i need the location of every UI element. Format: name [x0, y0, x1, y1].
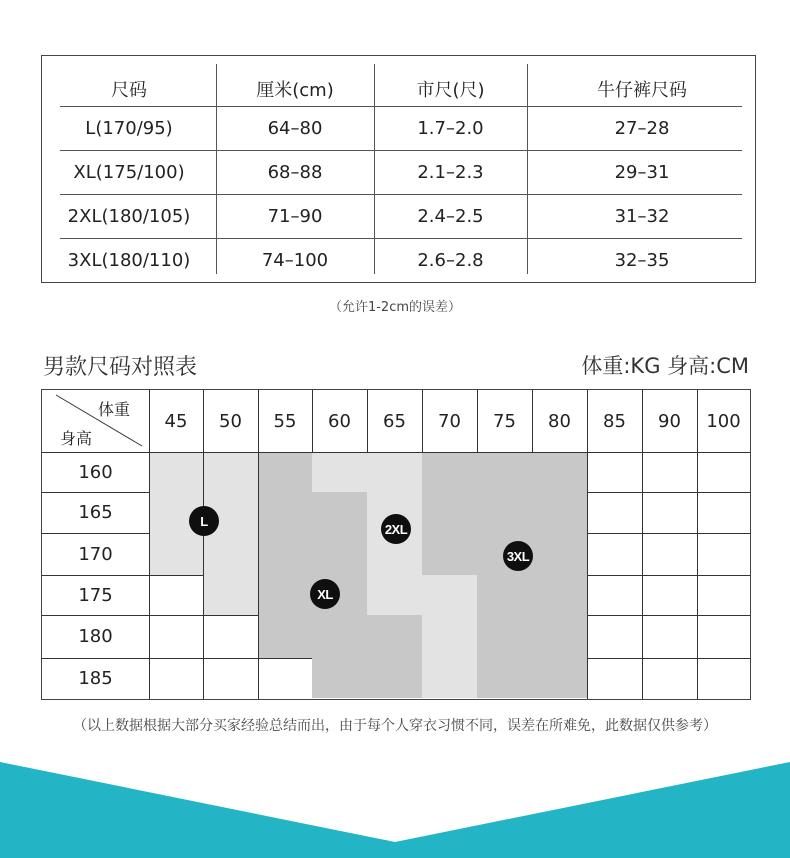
cell-cm: 74–100 [261, 249, 329, 271]
grid-hline [42, 492, 149, 493]
cell-size: 2XL(180/105) [67, 205, 191, 227]
weight-header: 45 [164, 410, 188, 432]
chart-title: 男款尺码对照表 [43, 355, 198, 380]
height-label: 175 [78, 584, 113, 606]
weight-header: 55 [273, 410, 297, 432]
grid-hline [42, 615, 258, 616]
grid-hline [42, 533, 149, 534]
header-cm: 厘米(cm) [256, 80, 334, 101]
cell-cm: 71–90 [267, 205, 323, 227]
cell-chi: 1.7–2.0 [417, 117, 484, 139]
grid-hline [42, 452, 751, 453]
grid-hline [587, 533, 751, 534]
grid-vline [203, 390, 204, 700]
size-table [41, 55, 756, 283]
grid-hline [149, 575, 203, 576]
cell-jeans: 29–31 [614, 161, 670, 183]
cell-chi: 2.4–2.5 [417, 205, 484, 227]
grid-hline [587, 575, 751, 576]
grid-vline [258, 575, 259, 700]
cell-jeans: 32–35 [614, 249, 670, 271]
cell-chi: 2.1–2.3 [417, 161, 484, 183]
row-divider [60, 106, 742, 107]
corner-diagonal [42, 390, 149, 452]
size-table-header [42, 56, 755, 106]
cell-size: XL(175/100) [73, 161, 185, 183]
row-divider [60, 194, 742, 195]
weight-header: 90 [658, 410, 681, 432]
cell-size: 3XL(180/110) [67, 249, 191, 271]
cell-chi: 2.6–2.8 [417, 249, 484, 271]
weight-header: 65 [383, 410, 406, 432]
height-label: 180 [78, 626, 113, 647]
grid-hline [587, 492, 751, 493]
grid-vline [642, 390, 643, 700]
grid-vline [532, 390, 533, 452]
grid-hline [587, 615, 751, 616]
weight-header: 80 [548, 410, 571, 432]
height-label: 160 [78, 461, 113, 483]
cell-size: L(170/95) [85, 117, 173, 139]
badge-2xl: 2XL [381, 514, 411, 544]
row-divider [60, 238, 742, 239]
height-label: 185 [78, 667, 113, 689]
table-row [42, 106, 755, 150]
column-divider [374, 64, 375, 274]
grid-vline [422, 390, 423, 452]
zone-2xl [422, 575, 477, 698]
zone-l [203, 575, 258, 615]
corner-weight-label: 体重 [98, 400, 131, 419]
height-label: 170 [78, 543, 113, 565]
tolerance-note: （允许1-2cm的误差） [328, 300, 462, 315]
grid-vline [367, 390, 368, 452]
grid-vline [312, 390, 313, 452]
grid-vline [149, 390, 150, 700]
height-label: 165 [78, 502, 113, 523]
chart-units: 体重:KG 身高:CM [581, 354, 749, 378]
grid-hline [587, 658, 751, 659]
disclaimer-note: （以上数据根据大部分买家经验总结而出，由于每个人穿衣习惯不同，误差在所难免，此数据仅供参考） [73, 718, 717, 734]
column-divider [527, 64, 528, 274]
grid-vline [697, 390, 698, 700]
weight-header: 50 [219, 410, 242, 432]
cell-cm: 68–88 [267, 161, 323, 183]
grid-vline [587, 390, 588, 700]
zone-3xl [477, 575, 587, 698]
header-chi: 市尺(尺) [416, 80, 485, 101]
weight-header: 70 [438, 410, 461, 432]
teal-footer-banner [0, 740, 790, 858]
grid-vline [477, 390, 478, 452]
corner-height-label: 身高 [60, 429, 93, 448]
badge-l: L [189, 506, 219, 536]
table-row [42, 238, 755, 282]
column-divider [216, 64, 217, 274]
row-divider [60, 150, 742, 151]
weight-header: 75 [493, 410, 516, 432]
cell-cm: 64–80 [267, 117, 323, 139]
zone-2xl [367, 492, 422, 615]
weight-header: 100 [706, 410, 741, 432]
header-jeans: 牛仔裤尺码 [597, 80, 687, 101]
grid-hline [42, 575, 149, 576]
table-row [42, 150, 755, 194]
cell-jeans: 27–28 [614, 117, 670, 139]
grid-hline [42, 658, 312, 659]
size-grid [41, 389, 751, 700]
zone-2xl [312, 452, 422, 492]
badge-3xl: 3XL [503, 541, 533, 571]
header-size: 尺码 [111, 80, 147, 101]
weight-header: 85 [603, 410, 626, 432]
badge-xl: XL [310, 579, 340, 609]
zone-xl [258, 452, 312, 658]
cell-jeans: 31–32 [614, 205, 670, 227]
weight-header: 60 [328, 410, 351, 432]
zone-xl [312, 615, 422, 698]
table-row [42, 194, 755, 238]
